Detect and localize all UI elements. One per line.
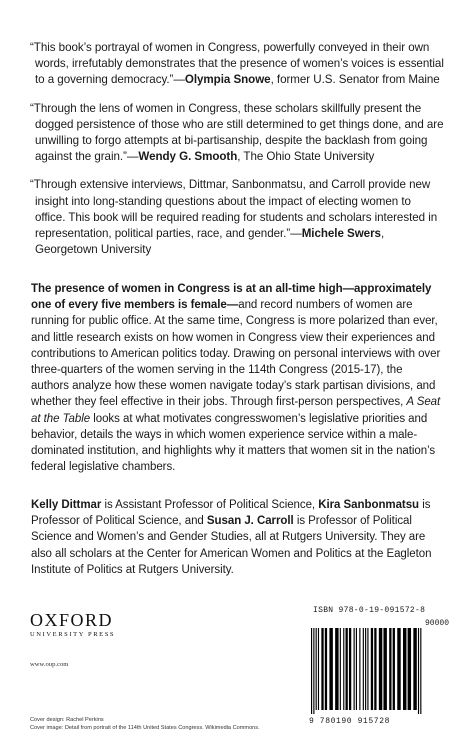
barcode-bar	[329, 628, 332, 710]
description-text: and record numbers of women are running for public office. At the same time, Congress is more polarized than ever, and little research exists on how women in Congress view their experiences and contributions to American politics today. Drawing on personal interviews with over three-quarters of the women serving in the 114th Congress (2015-17), the authors analyze how these women navigate today’s stark partisan divisions, and whether they feel effective in their jobs. Through first-person perspectives,	[31, 299, 441, 409]
barcode-bar	[349, 628, 351, 710]
barcode-bar	[371, 628, 373, 710]
endorser-affiliation: , Georgetown University	[35, 227, 385, 257]
barcode-bar	[321, 628, 323, 710]
publisher-url: www.oup.com	[30, 661, 69, 668]
cover-design-credit: Cover design: Rachel Perkins	[30, 717, 104, 723]
barcode-bar	[403, 628, 406, 710]
publisher-logo-main: OXFORD	[30, 610, 114, 630]
endorsement-quote: “Through extensive interviews, Dittmar, Sanbonmatsu, and Carroll provide new insight into long-standing questions about the impact of electing women to office. This book will be required reading for students and scholars interested in representation, political parties, race, and gender.”—Michele Swers, Georgetown University	[30, 178, 438, 257]
barcode-bar	[363, 628, 364, 710]
barcode-bar	[379, 628, 382, 710]
author-name: Kelly Dittmar	[31, 499, 102, 511]
endorser-name: Michele Swers	[301, 227, 381, 241]
endorser-affiliation: , former U.S. Senator from Maine	[270, 73, 440, 87]
barcode-bar	[325, 628, 327, 710]
barcode-bar	[311, 628, 312, 714]
endorser-name: Olympia Snowe	[184, 73, 271, 87]
publisher-logo-sub: UNIVERSITY PRESS	[30, 631, 116, 638]
endorsement-quote: “This book’s portrayal of women in Congress, powerfully conveyed in their own words, irrefutably demonstrates that the presence of women’s voices is essential to a governing democracy.”—Olympia Snowe, former U.S. Senator from Maine	[30, 41, 444, 87]
barcode-bar	[346, 628, 348, 710]
barcode-digits: 9 780190 915728	[309, 717, 391, 726]
barcode-bar	[356, 628, 357, 710]
barcode-bar	[365, 628, 366, 710]
barcode-bar	[335, 628, 338, 710]
barcode-bar	[420, 628, 421, 714]
book-description	[31, 281, 443, 475]
barcode-bar	[418, 628, 419, 714]
isbn-number: ISBN 978-0-19-091572-8	[313, 606, 426, 615]
barcode-bar	[359, 628, 360, 710]
barcode-bar	[316, 628, 317, 710]
author-bios: Kelly Dittmar is Assistant Professor of Political Science, Kira Sanbonmatsu is Professor of Political Science, and Susan J. Carroll is Professor of Political Science and Women’s and Gender Studies, all at Rutgers University. They are also all scholars at the Center for American Women and Politics at the Eagleton Institute of Politics at Rutgers University.	[31, 499, 432, 576]
author-name: Susan J. Carroll	[206, 515, 294, 528]
barcode-bar	[393, 628, 395, 710]
barcode-bar	[408, 628, 411, 710]
description-text-end: looks at what motivates congresswomen’s legislative priorities and behavior, details the ways in which women experience service within a male-dominated institution, and highlights why it matters that women sit in the nation’s federal legislative chambers.	[31, 412, 436, 474]
endorsement-quotes	[30, 40, 444, 270]
endorser-affiliation: , The Ohio State University	[237, 150, 375, 164]
isbn-barcode	[309, 606, 449, 728]
barcode-bar	[318, 628, 319, 710]
barcode-bar	[389, 628, 391, 710]
author-name: Kira Sanbonmatsu	[318, 499, 420, 511]
description-lead: The presence of women in Congress is at an all-time high—approximately one of every five members is female—	[31, 283, 432, 312]
barcode-graphic	[309, 628, 449, 716]
barcode-bar	[367, 628, 368, 710]
barcode-bar	[374, 628, 376, 710]
barcode-bar	[343, 628, 344, 710]
barcode-bar	[313, 628, 314, 714]
cover-image-credit: Cover image: Detail from portrait of the 114th United States Congress. Wikimedia Commons.	[30, 725, 260, 731]
cover-credits	[30, 716, 260, 732]
barcode-bar	[354, 628, 355, 710]
barcode-bar	[383, 628, 386, 710]
endorser-name: Wendy G. Smooth	[138, 150, 238, 164]
barcode-bar	[340, 628, 341, 710]
publisher-logo	[30, 611, 115, 638]
price-code: 90000	[424, 619, 449, 628]
barcode-bar	[413, 628, 416, 710]
barcode-bar	[397, 628, 400, 710]
endorsement-quote: “Through the lens of women in Congress, these scholars skillfully present the dogged persistence of those who are still determined to get things done, and are unwilling to forgo attempts at bi-partisanship, despite the backlash from going against the grain.”—Wendy G. Smooth, The Ohio State University	[30, 101, 444, 164]
book-title: A Seat at the Table	[31, 396, 441, 425]
